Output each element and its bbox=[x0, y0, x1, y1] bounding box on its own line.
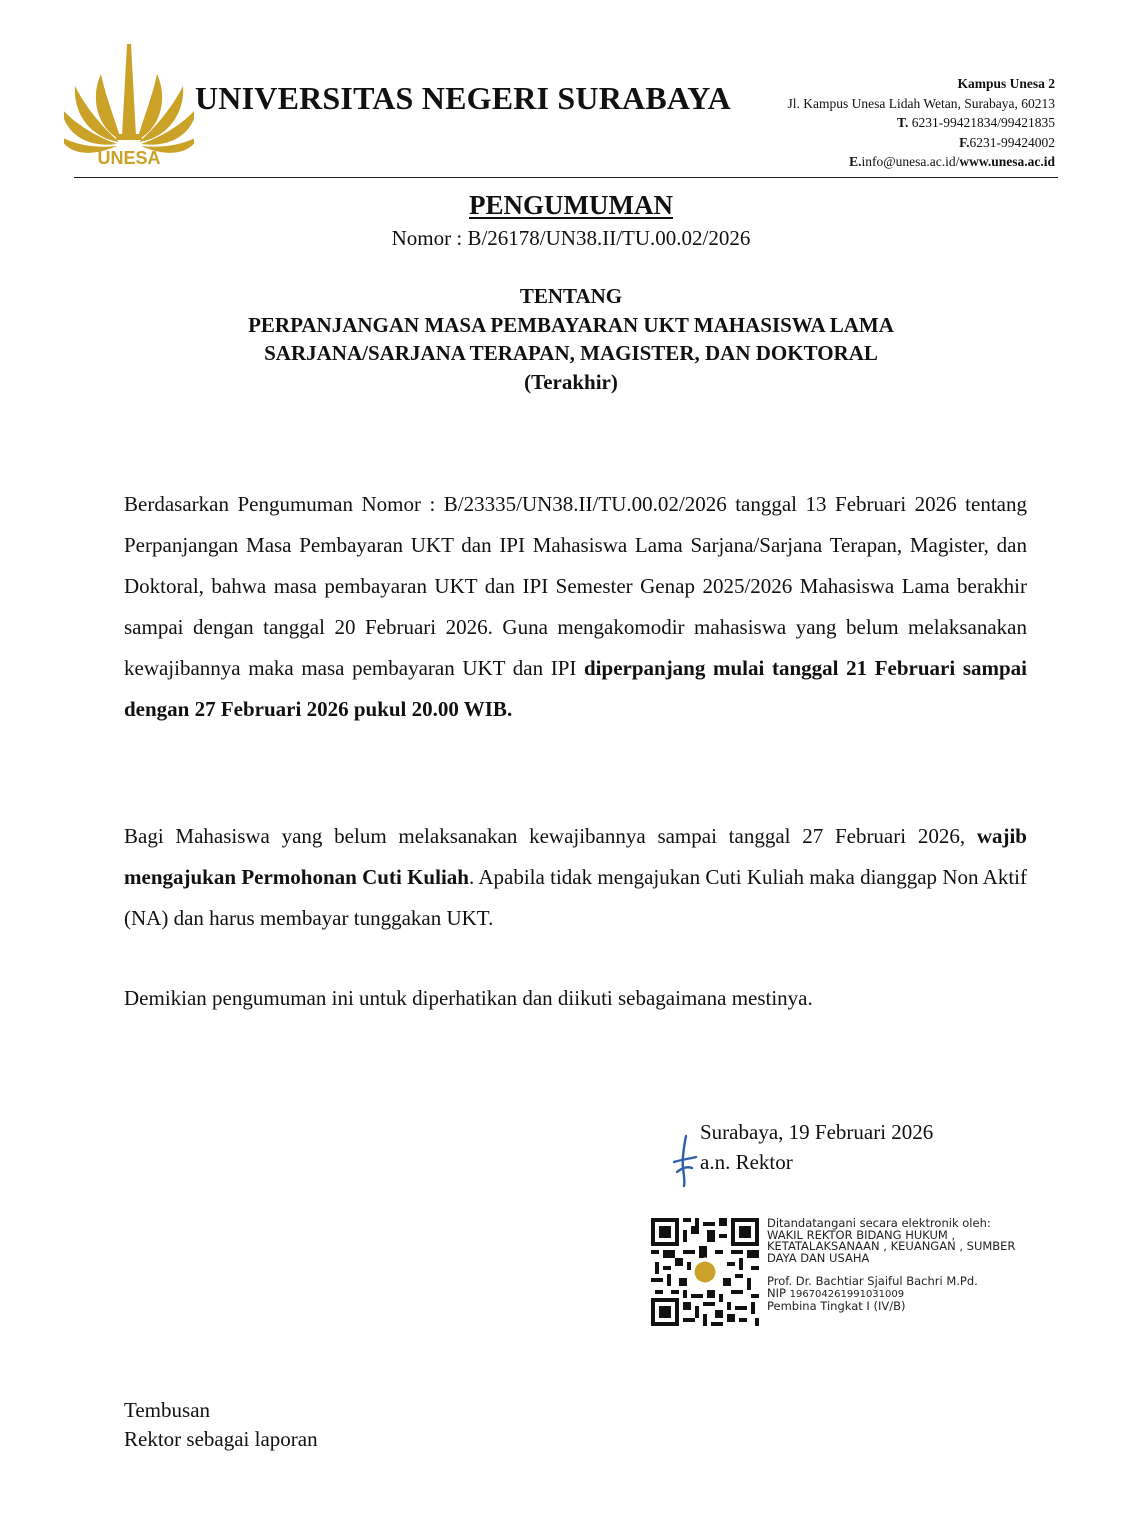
announcement-title: PENGUMUMAN bbox=[469, 190, 673, 220]
initial-mark-icon bbox=[668, 1132, 702, 1188]
paragraph-1-bold: diperpanjang mulai tanggal 21 Februari sampai dengan 27 Februari 2026 pukul 20.00 WIB. bbox=[124, 656, 1027, 721]
contact-block bbox=[787, 74, 1055, 172]
phone: 6231-99421834/99421835 bbox=[911, 115, 1055, 130]
topic-block bbox=[0, 282, 1142, 396]
phone-label: T. bbox=[896, 115, 909, 130]
nip-value: 196704261991031009 bbox=[789, 1288, 905, 1300]
paragraph-2-text-b: . Apabila tidak mengajukan Cuti Kuliah maka dianggap Non Aktif (NA) dan harus membayar tunggakan UKT. bbox=[124, 865, 1027, 930]
topic-line-3: SARJANA/SARJANA TERAPAN, MAGISTER, DAN DOKTORAL bbox=[264, 341, 878, 365]
paragraph-3: Demikian pengumuman ini untuk diperhatikan dan diikuti sebagaimana mestinya. bbox=[124, 986, 813, 1010]
esign-line-3: KETATALAKSANAAN , KEUANGAN , SUMBER bbox=[767, 1239, 1016, 1254]
esign-line-2: WAKIL REKTOR BIDANG HUKUM , bbox=[767, 1227, 956, 1242]
fax-line bbox=[849, 133, 1055, 153]
signer-name: Prof. Dr. Bachtiar Sjaiful Bachri M.Pd. bbox=[767, 1274, 978, 1289]
signature-place bbox=[700, 1117, 933, 1177]
on-behalf: a.n. Rektor bbox=[700, 1150, 793, 1174]
topic-line-4: (Terakhir) bbox=[524, 369, 618, 394]
paragraph-1 bbox=[124, 484, 1027, 730]
nip-label: NIP bbox=[767, 1285, 786, 1300]
cc-label: Tembusan bbox=[124, 1398, 211, 1422]
email-line bbox=[849, 152, 1055, 172]
fax-label: F. bbox=[959, 134, 970, 150]
website-link[interactable]: www.unesa.ac.id bbox=[959, 154, 1055, 169]
announcement-number: Nomor : B/26178/UN38.II/TU.00.02/2026 bbox=[391, 226, 751, 250]
email-link[interactable]: info@unesa.ac.id/ bbox=[861, 154, 960, 169]
esign-line-4: DAYA DAN USAHA bbox=[767, 1250, 870, 1265]
paragraph-1-text: Berdasarkan Pengumuman Nomor : B/23335/UN38.II/TU.00.02/2026 tanggal 13 Februari 2026 tentang Perpanjangan Masa Pembayaran UKT dan IPI Mahasiswa Lama Sarjana/Sarjana Terapan, Magister, dan Doktoral, bahwa masa pembayaran UKT dan IPI Semester Genap 2025/2026 Mahasiswa Lama berakhir sampai dengan tanggal 20 Februari 2026. Guna mengakomodir mahasiswa yang belum melaksanakan kewajibannya maka masa pembayaran UKT dan IPI bbox=[124, 492, 1027, 680]
esign-line-1: Ditandatangani secara elektronik oleh: bbox=[767, 1216, 991, 1230]
signer-rank: Pembina Tingkat I (IV/B) bbox=[767, 1298, 906, 1313]
university-name: UNIVERSITAS NEGERI SURABAYA bbox=[195, 80, 731, 116]
paragraph-2-text-a: Bagi Mahasiswa yang belum melaksanakan kewajibannya sampai tanggal 27 Februari 2026, bbox=[124, 824, 977, 848]
qr-code-icon[interactable] bbox=[651, 1218, 759, 1326]
paragraph-2-bold: wajib mengajukan Permohonan Cuti Kuliah bbox=[124, 824, 1027, 889]
cc-block bbox=[124, 1396, 318, 1454]
email-label: E. bbox=[849, 154, 862, 169]
logo-text: UNESA bbox=[97, 148, 161, 168]
header-divider bbox=[74, 177, 1058, 178]
fax: 6231-99424002 bbox=[969, 134, 1055, 150]
cc-recipient: Rektor sebagai laporan bbox=[124, 1427, 318, 1451]
paragraph-2 bbox=[124, 816, 1027, 939]
phone-line bbox=[849, 113, 1055, 133]
address: Jl. Kampus Unesa Lidah Wetan, Surabaya, 60213 bbox=[787, 95, 1055, 111]
topic-line-1: TENTANG bbox=[519, 284, 623, 308]
topic-line-2: PERPANJANGAN MASA PEMBAYARAN UKT MAHASISWA LAMA bbox=[248, 312, 894, 337]
announcement-title-wrap bbox=[0, 190, 1142, 221]
esign-block bbox=[767, 1218, 1067, 1312]
unesa-logo bbox=[64, 40, 194, 170]
place-date: Surabaya, 19 Februari 2026 bbox=[700, 1120, 934, 1144]
campus-name: Kampus Unesa 2 bbox=[957, 76, 1055, 91]
